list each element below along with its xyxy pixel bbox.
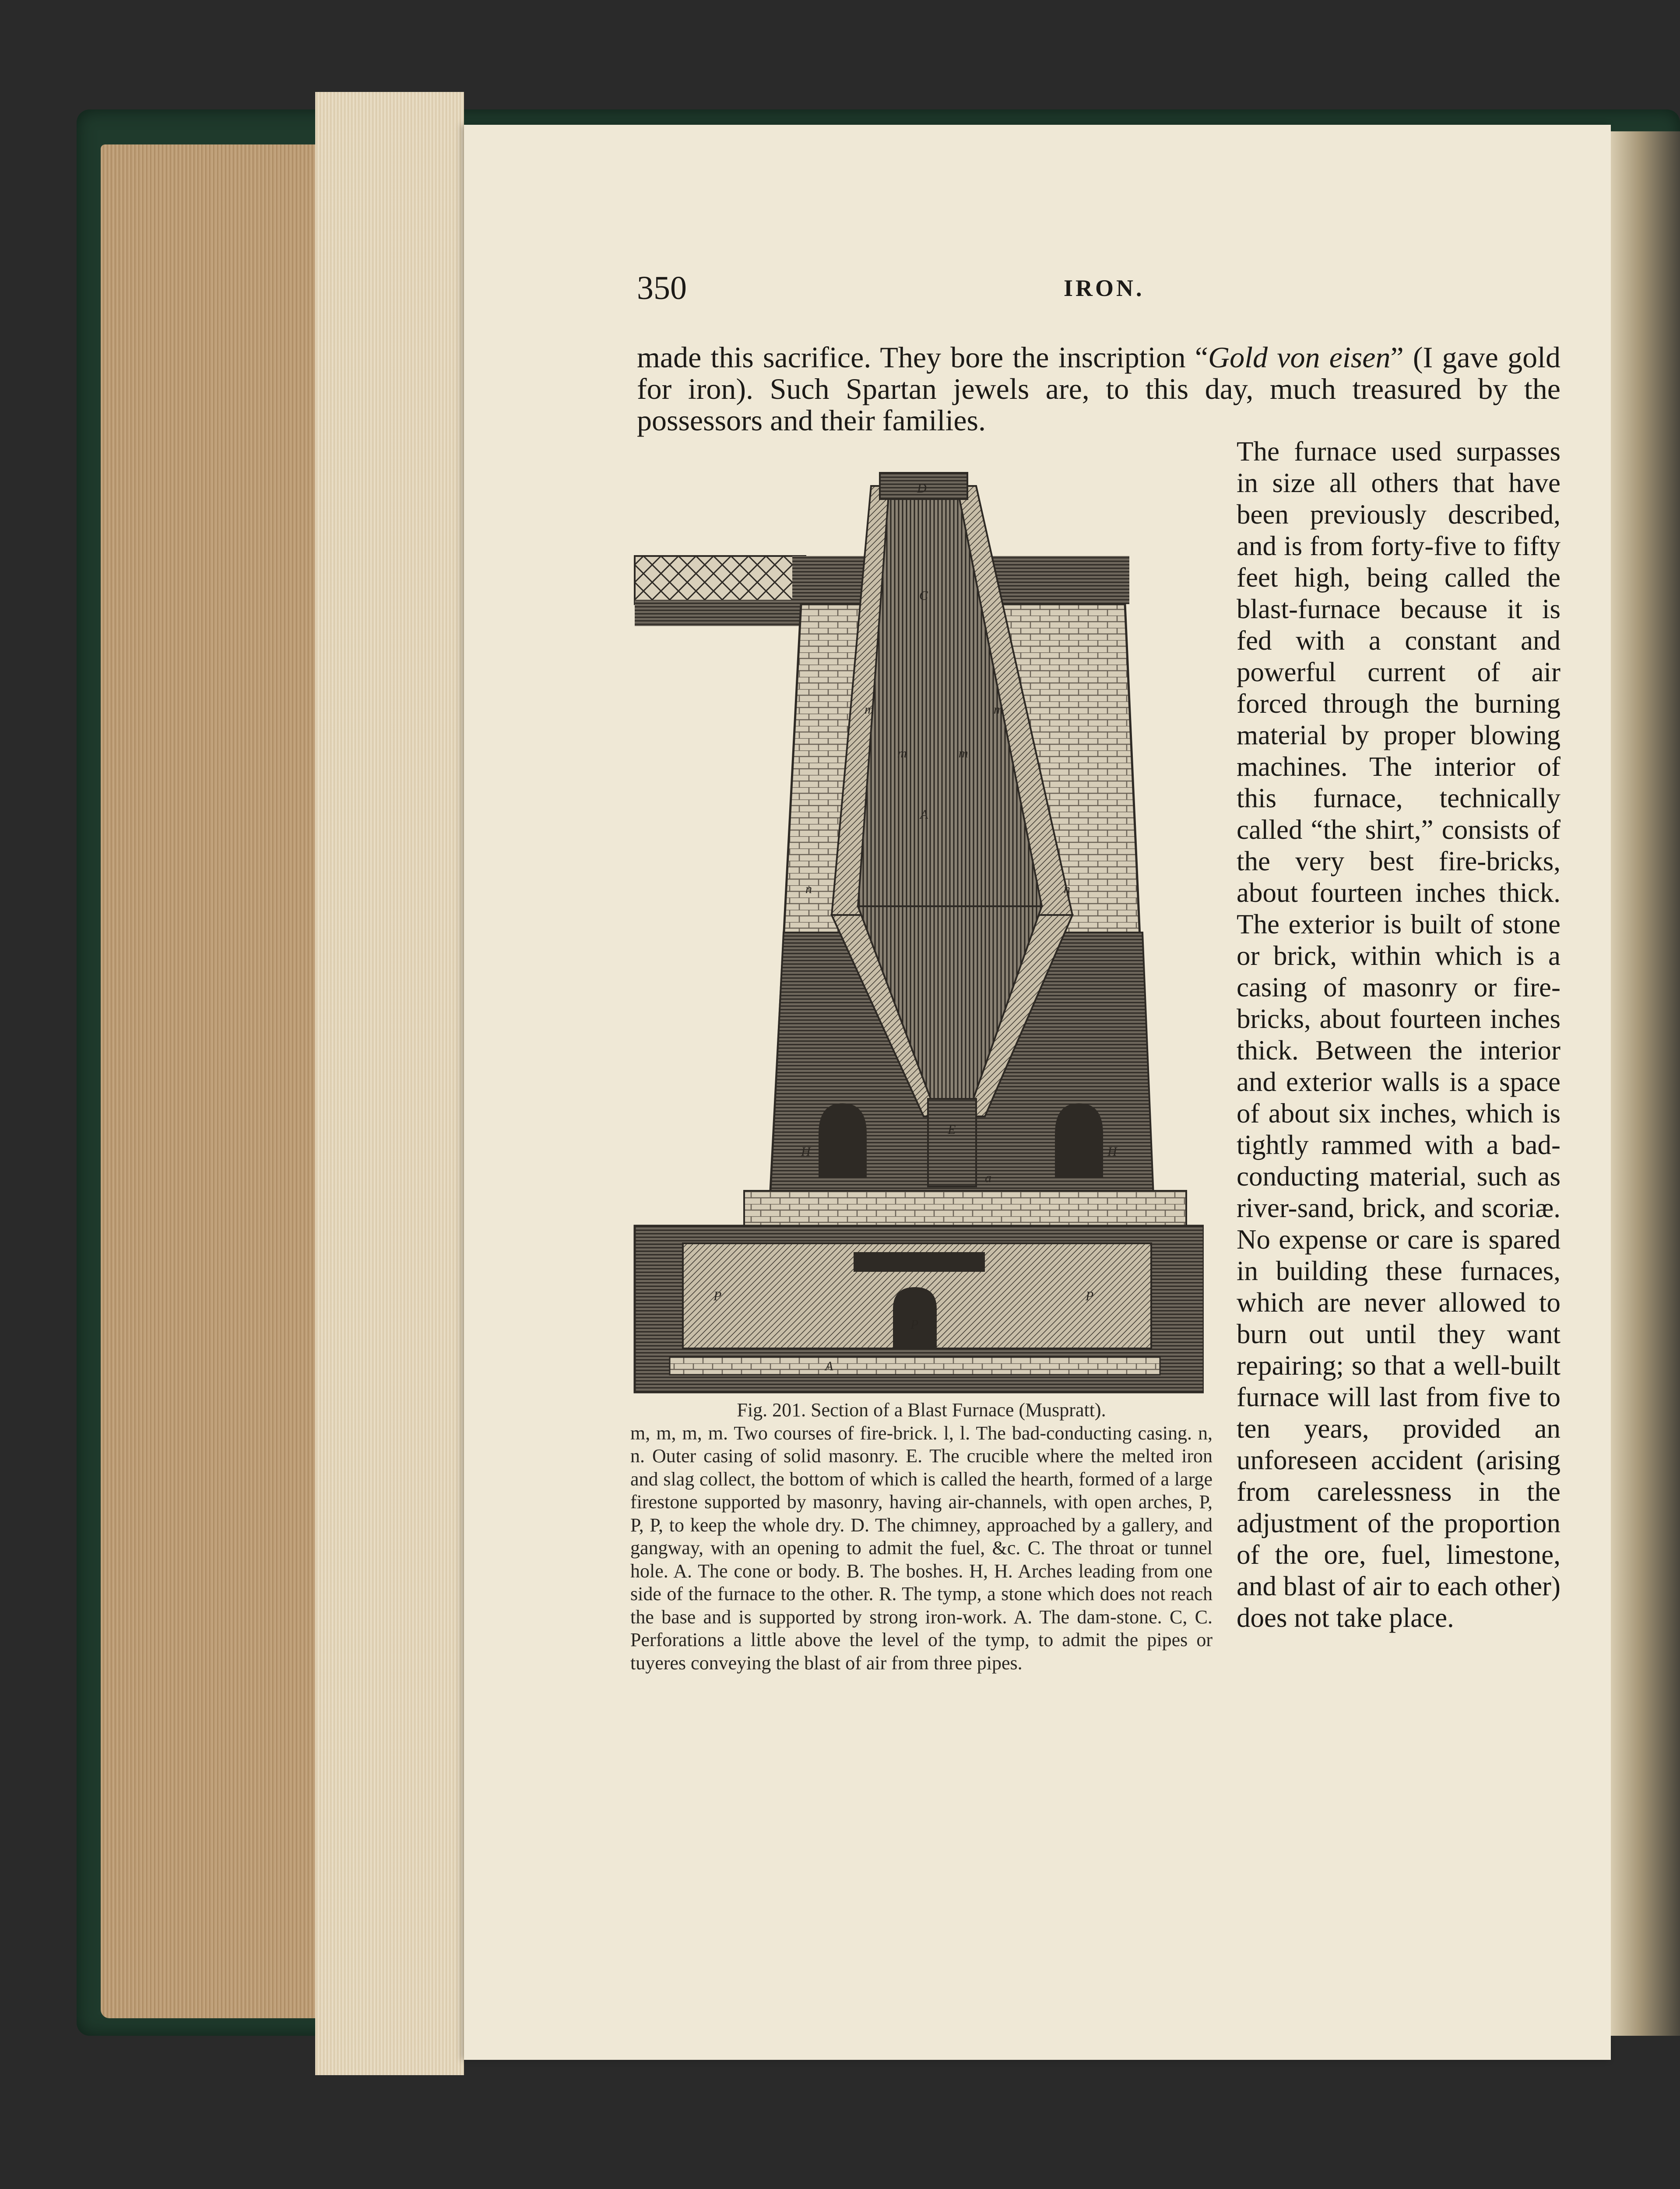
base-footing	[670, 1357, 1160, 1375]
label-m-2: m	[994, 702, 1003, 717]
label-m-1: m	[865, 702, 874, 717]
gallery-lattice	[635, 556, 805, 604]
label-P-1: P	[713, 1289, 722, 1303]
figure-caption	[630, 1399, 1213, 1675]
label-H-1: H	[801, 1144, 811, 1159]
label-A-base: A	[825, 1359, 833, 1373]
blast-furnace-illustration	[626, 468, 1204, 1397]
crucible	[928, 1099, 976, 1186]
label-a: a	[985, 1171, 991, 1185]
top-paragraph-text-2: ” (I gave gold for iron). Such Spartan jewels are, to this day, much treasured by the possessors and their families.	[637, 341, 1561, 437]
label-n-2: n	[1064, 882, 1070, 896]
running-head: IRON.	[1064, 275, 1145, 301]
label-P-2: P	[910, 1317, 919, 1332]
blast-furnace-figure	[626, 468, 1204, 1397]
arch-left	[819, 1103, 867, 1178]
label-m-4: m	[959, 746, 968, 760]
page-edges-left	[101, 144, 328, 2018]
figure-caption-title: Fig. 201. Section of a Blast Furnace (Muspratt).	[737, 1399, 1106, 1421]
label-D: D	[917, 481, 927, 496]
page-stack	[315, 92, 464, 2075]
label-n-1: n	[805, 882, 812, 896]
top-paragraph-italic: Gold von eisen	[1208, 341, 1391, 374]
book-gutter	[1611, 131, 1680, 2036]
label-m-3: m	[897, 746, 907, 760]
page-header	[637, 269, 1556, 309]
label-H-2: H	[1107, 1144, 1117, 1159]
page-number: 350	[637, 270, 687, 306]
top-paragraph	[637, 341, 1561, 436]
base-step	[744, 1191, 1186, 1226]
figure-caption-body: m, m, m, m. Two courses of fire-brick. l, l. The bad-conducting casing. n, n. Outer casing of solid masonry. E. The crucible where the melted iron and slag collect, the bottom of which is called the hearth, formed of a large firestone supported by masonry, having air-channels, with open arches, P, P, P, to keep the whole dry. D. The chimney, approached by a gallery, and gangway, with an opening to admit the fuel, &c. C. The throat or tunnel hole. A. The cone or body. B. The boshes. H, H. Arches leading from one side of the furnace to the other. R. The tymp, a stone which does not reach the base and is supported by strong iron-work. A. The dam-stone. C, C. Perforations a little above the level of the tymp, to admit the pipes or tuyeres conveying the blast of air from three pipes.	[630, 1422, 1213, 1674]
label-P-3: P	[1086, 1289, 1094, 1303]
arch-right	[1055, 1103, 1103, 1178]
label-A: A	[920, 807, 928, 822]
iron-grate	[854, 1252, 985, 1272]
top-paragraph-text-1: made this sacrifice. They bore the inscription “	[637, 341, 1209, 374]
label-E: E	[948, 1123, 956, 1137]
label-C: C	[919, 588, 928, 603]
right-column-text: The furnace used surpasses in size all others that have been previously described, and is from forty-five to fifty feet high, being called the blast-furnace because it is fed with a constant and powerful current of air forced through the burning material by proper blowing machines. The interior of this furnace, technically called “the shirt,” consists of the very best fire-bricks, about fourteen inches thick. The exterior is built of stone or brick, within which is a casing of masonry or fire-bricks, about fourteen inches thick. Between the interior and exterior walls is a space of about six inches, which is tightly rammed with a bad-conducting material, such as river-sand, brick, and scoriæ. No expense or care is spared in building these furnaces, which are never allowed to burn out until they want repairing; so that a well-built furnace will last from five to ten years, provided an unforeseen accident (arising from carelessness in the adjustment of the proportion of the ore, fuel, limestone, and blast of air to each other) does not take place.	[1237, 436, 1561, 1633]
